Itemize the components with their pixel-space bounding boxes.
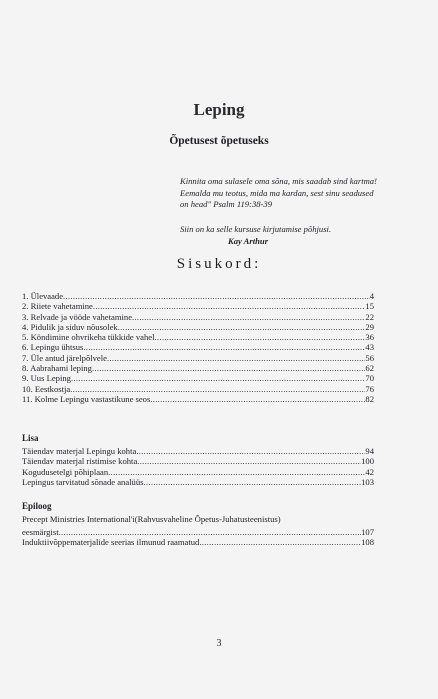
toc-row [22,537,374,547]
toc-row [22,384,374,394]
toc-row-page: 107 [361,527,374,537]
dot-leader [92,363,365,373]
dot-leader [136,446,365,456]
chapter-list [22,291,374,404]
epiloog-first-line: Precept Ministries International'i(Rahvusvaheline Õpetus-Juhatusteenistus) [22,514,281,524]
toc-heading: Sisukord: [176,256,262,272]
toc-row-page: 70 [365,373,374,384]
lisa-list [22,446,374,487]
epigraph-line: Eemalda mu teotus, mida ma kardan, sest sinu seadused [180,187,374,198]
toc-row-page: 42 [365,466,374,477]
toc-row [22,312,374,322]
epigraph-line: on head" Psalm 119:38-39 [180,199,273,210]
dot-leader [132,312,365,322]
toc-row-label: 8. Aabrahami leping [22,363,92,374]
dot-leader [118,322,366,332]
toc-row-label: Kogudusetelgi põhiplaan [22,466,109,477]
toc-row-label: 7. Üle antud järelpõlvele [22,352,107,363]
toc-row-label: Lepingus tarvitatud sõnade analüüs [22,476,144,487]
page-title: Leping [193,100,245,119]
toc-row-label: 9. Uus Leping [22,373,71,384]
toc-row [22,446,374,456]
dot-leader [137,456,361,466]
dot-leader [71,373,365,383]
toc-row-page: 62 [365,363,374,374]
epigraph-author: Kay Arthur [228,235,269,246]
dot-leader [63,291,370,301]
toc-row-label: 4. Pidulik ja siduv nõusolek [22,321,118,332]
dot-leader [143,477,361,487]
epigraph-quote [180,176,430,211]
epigraph-note-block [180,224,430,247]
toc-row [22,527,374,537]
toc-row-label: 3. Relvade ja vööde vahetamine [22,311,133,322]
dot-leader [108,467,365,477]
dot-leader [70,384,365,394]
page-number: 3 [216,638,222,649]
toc-row [22,291,374,301]
epigraph-line: Kinnita oma sulasele oma sõna, mis saadab sind kartma! [180,176,377,186]
toc-row-label: 2. Riiete vahetamine [22,301,93,312]
toc-row [22,353,374,363]
dot-leader [154,332,365,342]
toc-row [22,456,374,466]
toc-row-label: 1. Ülevaade [22,291,64,301]
toc-row-page: 43 [365,342,374,353]
dot-leader [150,394,365,404]
toc-row-label: 11. Kolme Lepingu vastastikune seos [22,393,151,404]
toc-row [22,332,374,342]
toc-row-label: Täiendav materjal Lepingu kohta [22,446,137,456]
epigraph-note: Siin on ka selle kursuse kirjutamise põhjusi. [180,224,332,234]
toc-row [22,467,374,477]
toc-row-page: 15 [365,301,374,312]
dot-leader [83,342,365,352]
toc-row-label: eesmärgist [22,527,59,537]
dot-leader [93,301,366,311]
toc-row-label: 6. Lepingu ühtsus [22,342,84,353]
toc-row-page: 22 [365,311,374,322]
toc-row [22,342,374,352]
toc-row [22,363,374,373]
toc-row-page: 36 [365,332,374,343]
toc-row [22,322,374,332]
dot-leader [199,537,361,547]
toc-row-page: 82 [365,393,374,404]
dot-leader [107,353,365,363]
toc-row-page: 29 [365,321,374,332]
lisa-heading: Lisa [22,433,39,443]
toc-row [22,477,374,487]
toc-row-page: 4 [369,291,374,301]
page-subtitle: Õpetusest õpetuseks [169,135,269,147]
toc-row-page: 103 [361,476,374,487]
toc-row-label: Täiendav materjal ristimise kohta [22,456,138,467]
toc-row-page: 56 [365,352,374,363]
toc-row-page: 100 [361,456,374,467]
toc-row [22,301,374,311]
toc-row-page: 76 [365,383,374,394]
toc-row-label: Induktiivõppematerjalide seerias ilmunud raamatud [22,537,200,548]
epiloog-heading: Epiloog [22,501,52,511]
toc-row [22,394,374,404]
toc-row-page: 108 [361,537,374,548]
epiloog-list [22,527,374,548]
toc-row-label: 5. Köndimine ohvrikeha tükkide vahel [22,332,155,343]
toc-row-page: 94 [365,446,374,456]
toc-row [22,373,374,383]
dot-leader [59,527,362,537]
toc-row-label: 10. Eestkostja [22,383,71,394]
